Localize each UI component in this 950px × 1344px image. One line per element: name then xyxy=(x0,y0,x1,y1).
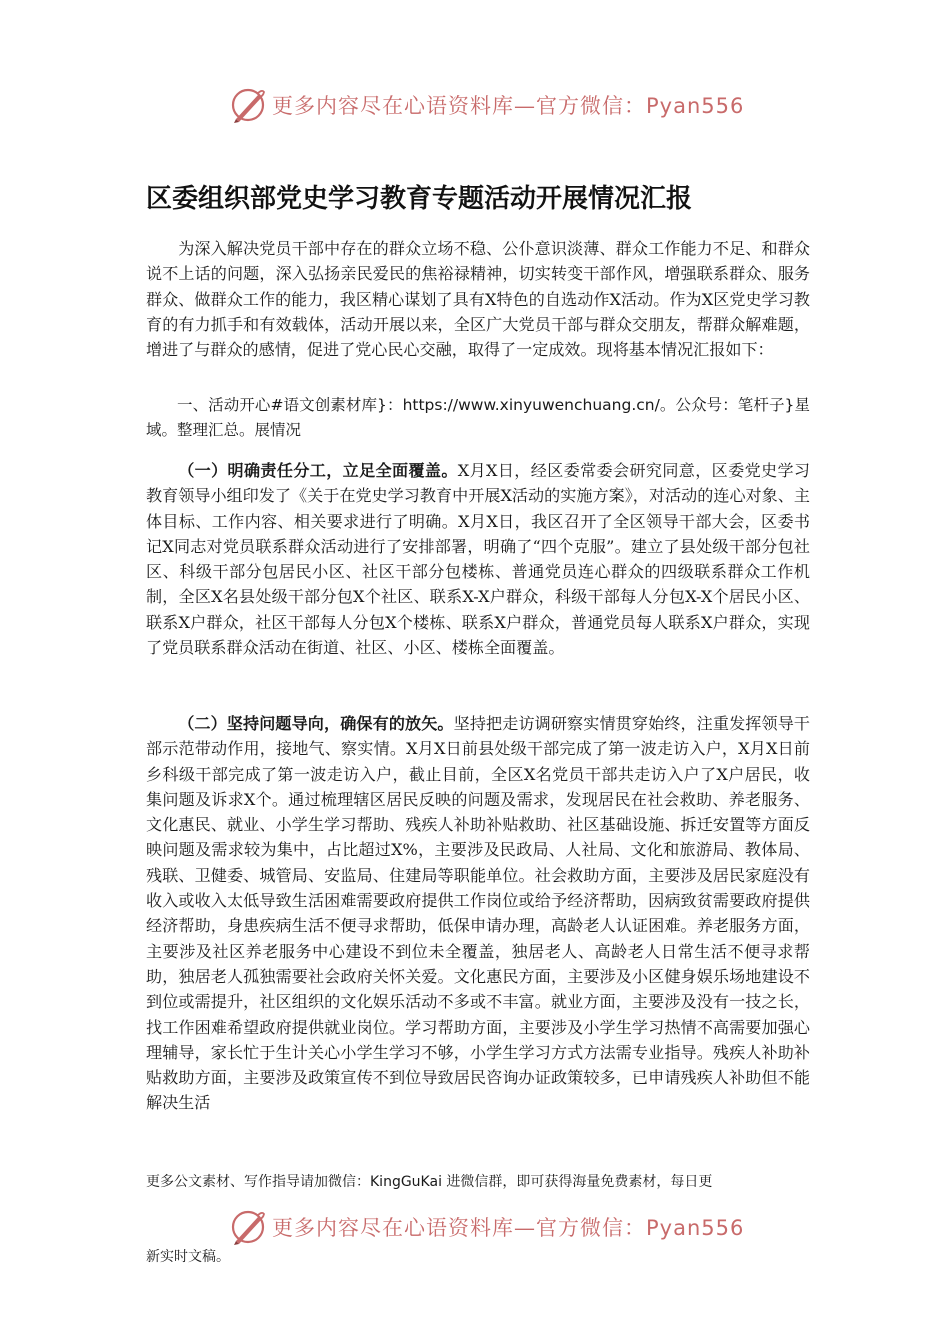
footer-note-tail: 新实时文稿。 xyxy=(146,1249,230,1265)
subsection-2-paragraph xyxy=(146,711,810,1160)
document-title: 区委组织部党史学习教育专题活动开展情况汇报 xyxy=(146,184,693,214)
pen-logo-icon xyxy=(228,85,268,125)
pen-logo-icon xyxy=(228,1207,268,1247)
subsection-2-body: 坚持把走访调研察实情贯穿始终，注重发挥领导干部示范带动作用，接地气、察实情。X月X日前县处级干部完成了第一波走访入户，X月X日前乡科级干部完成了第一波走访入户，截止目前，全区X名党员干部共走访入户了X户居民，收集问题及诉求X个。通过梳理辖区居民反映的问题及需求，发现居民在社会救助、养老服务、文化惠民、就业、小学生学习帮助、残疾人补助补贴救助、社区基础设施、拆迁安置等方面反映问题及需求较为集中，占比超过X%，主要涉及民政局、人社局、文化和旅游局、教体局、残联、卫健委、城管局、安监局、住建局等职能单位。社会救助方面，主要涉及居民家庭没有收入或收入太低导致生活困难需要政府提供工作岗位或给予经济帮助，因病致贫需要政府提供经济帮助，身患疾病生活不便寻求帮助，低保申请办理，高龄老人认证困难。养老服务方面，主要涉及社区养老服务中心建设不到位未全覆盖，独居老人、高龄老人日常生活不便寻求帮助，独居老人孤独需要社会政府关怀关爱。文化惠民方面，主要涉及小区健身娱乐场地建设不到位或需提升，社区组织的文化娱乐活动不多或不丰富。就业方面，主要涉及没有一技之长，找工作困难希望政府提供就业岗位。学习帮助方面，主要涉及小学生学习热情不高需要加强心理辅导，家长忙于生计关心小学生学习不够，小学生学习方式方法需专业指导。残疾人补助补贴救助方面，主要涉及政策宣传不到位导致居民咨询办证政策较多，已申请残疾人补助但不能解决生活 xyxy=(146,714,810,1113)
banner-wechat-id: Pyan556 xyxy=(646,1216,745,1240)
subsection-1-paragraph xyxy=(146,458,810,660)
subsection-1-body: X月X日，经区委常委会研究同意，区委党史学习教育领导小组印发了《关于在党史学习教育中开展X活动的实施方案》，对活动的连心对象、主体目标、工作内容、相关要求进行了明确。X月X日，我区召开了全区领导干部大会，区委书记X同志对党员联系群众活动进行了安排部署，明确了“四个克服”。建立了县处级干部分包社区、科级干部分包居民小区、社区干部分包楼栋、普通党员连心群众的四级联系群众工作机制，全区X名县处级干部分包X个社区、联系X-X户群众，科级干部每人分包X-X个居民小区、联系X户群众，社区干部每人分包X个楼栋、联系X户群众，普通党员每人联系X户群众，实现了党员联系群众活动在街道、社区、小区、楼栋全面覆盖。 xyxy=(146,461,811,658)
banner-text: 更多内容尽在心语资料库—官方微信： xyxy=(272,94,646,118)
intro-paragraph: 为深入解决党员干部中存在的群众立场不稳、公仆意识淡薄、群众工作能力不足、和群众说不上话的问题，深入弘扬亲民爱民的焦裕禄精神，切实转变干部作风，增强联系群众、服务群众、做群众工作的能力，我区精心谋划了具有X特色的自选动作X活动。作为X区党史学习教育的有力抓手和有效载体，活动开展以来，全区广大党员干部与群众交朋友，帮群众解难题，增进了与群众的感情，促进了党心民心交融，取得了一定成效。现将基本情况汇报如下： xyxy=(146,239,810,360)
watermark-banner-top xyxy=(228,83,744,127)
footer-note: 更多公文素材、写作指导请加微信：KingGuKai 进微信群，即可获得海量免费素材，每日更 xyxy=(146,1174,713,1190)
subsection-1-lead: （一）明确责任分工，立足全面覆盖。 xyxy=(178,461,458,480)
banner-text: 更多内容尽在心语资料库—官方微信： xyxy=(272,1216,646,1240)
watermark-banner-bottom xyxy=(228,1205,744,1249)
subsection-2-lead: （二）坚持问题导向，确保有的放矢。 xyxy=(178,714,454,733)
section-heading: 一、活动开心#语文创素材库}：https://www.xinyuwenchuang.cn/。公众号：笔杆子}星域。整理汇总。展情况 xyxy=(146,396,810,440)
banner-wechat-id: Pyan556 xyxy=(646,94,745,118)
